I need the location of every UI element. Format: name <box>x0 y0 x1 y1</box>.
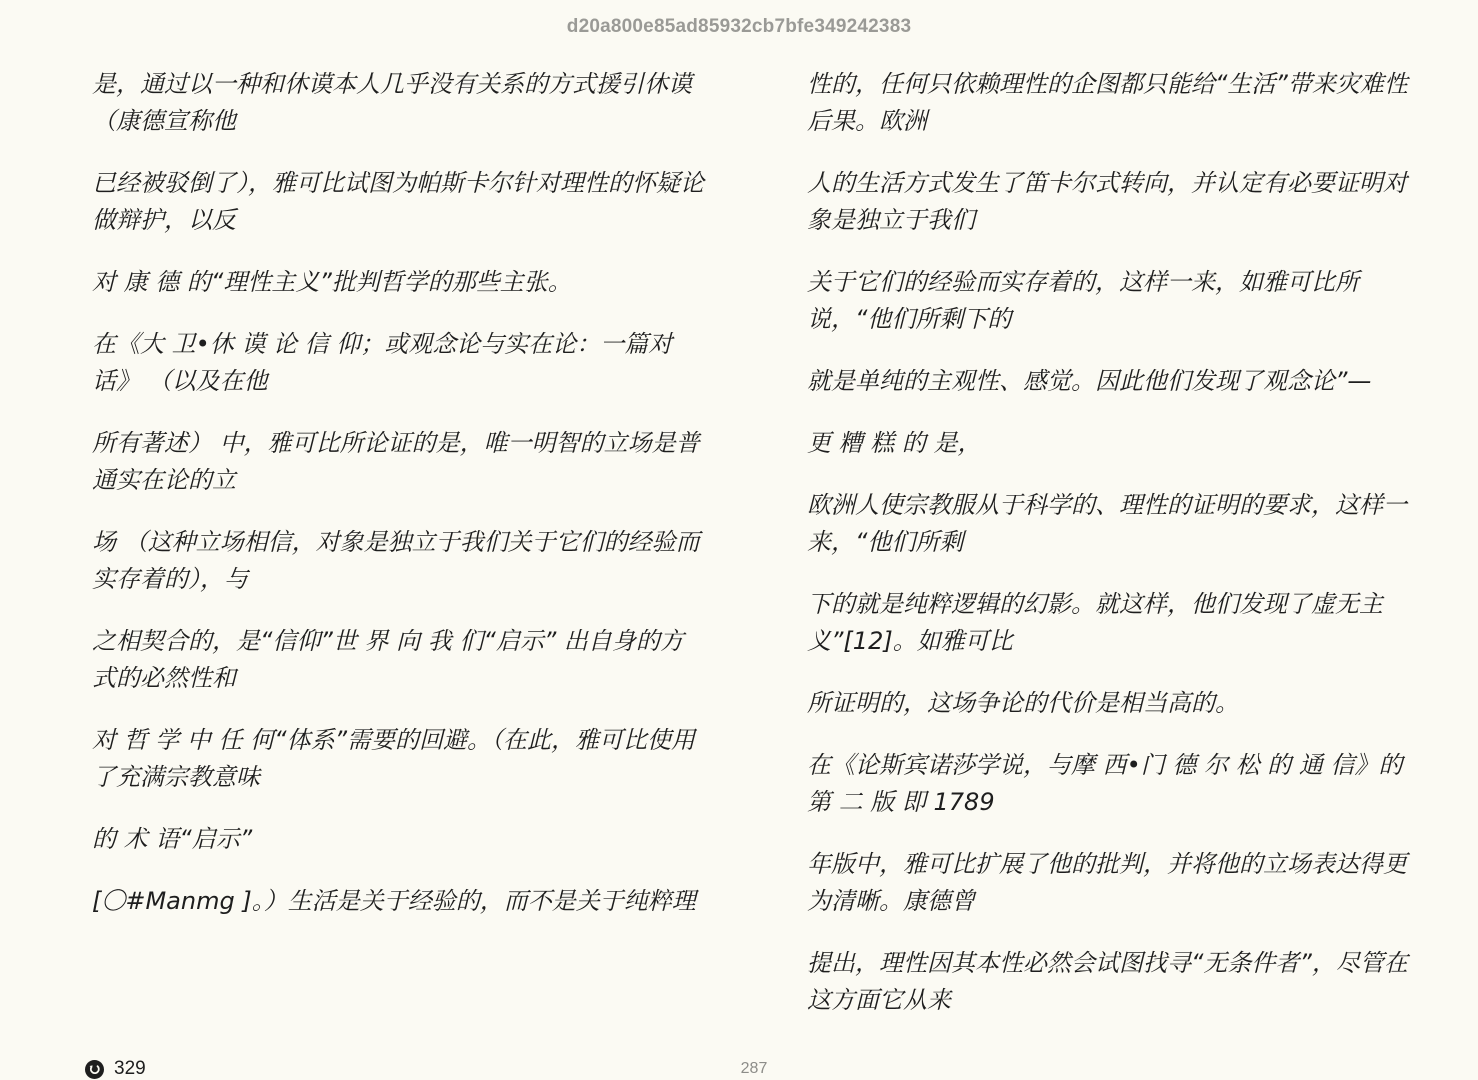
paragraph: 对 康 德 的“理性主义”批判哲学的那些主张。 <box>92 268 572 296</box>
paragraph: 关于它们的经验而实存着的，这样一来，如雅可比所说，“他们所剩下的 <box>807 268 1359 333</box>
paragraph: 欧洲人使宗教服从于科学的、理性的证明的要求，这样一来，“他们所剩 <box>807 491 1407 556</box>
paragraph: 人的生活方式发生了笛卡尔式转向，并认定有必要证明对象是独立于我们 <box>807 169 1407 234</box>
paragraph: [〇#Manmg ]。）生活是关于经验的，而不是关于纯粹理 <box>92 887 696 915</box>
paragraph: 场 （这种立场相信，对象是独立于我们关于它们的经验而实存着的），与 <box>92 528 700 593</box>
paragraph: 性的，任何只依赖理性的企图都只能给“生活”带来灾难性后果。欧洲 <box>807 70 1408 135</box>
paragraph: 在《论斯宾诺莎学说，与摩 西•门 德 尔 松 的 通 信》的 第 二 版 即 1789 <box>807 751 1403 816</box>
paragraph: 所有著述） 中，雅可比所论证的是，唯一明智的立场是普通实在论的立 <box>92 429 700 494</box>
left-text-column <box>92 66 706 945</box>
paragraph: 是，通过以一种和休谟本人几乎没有关系的方式援引休谟（康德宣称他 <box>92 70 692 135</box>
paragraph: 的 术 语“启示” <box>92 825 253 853</box>
paragraph: 所证明的，这场争论的代价是相当高的。 <box>807 689 1239 717</box>
back-page-count: 329 <box>114 1058 146 1079</box>
paragraph: 之相契合的，是“信仰”世 界 向 我 们“启示” 出自身的方式的必然性和 <box>92 627 684 692</box>
paragraph: 就是单纯的主观性、感觉。因此他们发现了观念论”— <box>807 367 1372 395</box>
paragraph: 年版中，雅可比扩展了他的批判，并将他的立场表达得更为清晰。康德曾 <box>807 850 1407 915</box>
right-text-column <box>807 66 1419 1044</box>
page-number: 287 <box>740 1060 768 1077</box>
paragraph: 已经被驳倒了），雅可比试图为帕斯卡尔针对理性的怀疑论做辩护，以反 <box>92 169 704 234</box>
paragraph: 下的就是纯粹逻辑的幻影。就这样，他们发现了虚无主义”[12]。如雅可比 <box>807 590 1383 655</box>
document-title: d20a800e85ad85932cb7bfe349242383 <box>566 16 912 37</box>
paragraph: 提出，理性因其本性必然会试图找寻“无条件者”，尽管在这方面它从来 <box>807 949 1408 1014</box>
paragraph: 对 哲 学 中 任 何“体系”需要的回避。（在此，雅可比使用了充满宗教意味 <box>92 726 696 791</box>
paragraph: 在《大 卫•休 谟 论 信 仰；或观念论与实在论：一篇对话》 （以及在他 <box>92 330 673 395</box>
paragraph: 更 糟 糕 的 是， <box>807 429 982 457</box>
reader-footer <box>0 1040 1478 1080</box>
